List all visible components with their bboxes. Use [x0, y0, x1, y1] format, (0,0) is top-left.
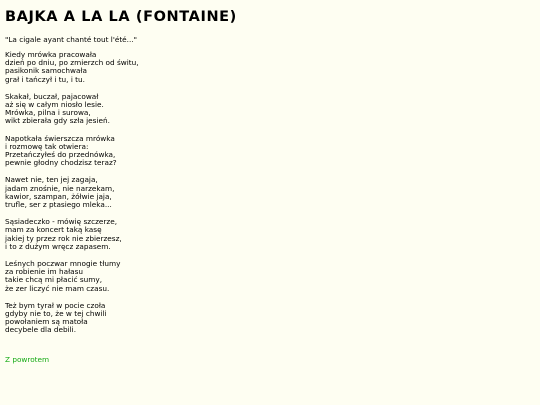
poem-stanza [5, 176, 540, 209]
poem-stanza [5, 135, 540, 168]
poem-line: pewnie głodny chodzisz teraz? [5, 158, 117, 168]
poem-line: Mrówka, pilna i surowa, [5, 108, 91, 118]
epigraph: "La cigale ayant chanté tout l'été..." [5, 35, 137, 44]
poem-line: mam za koncert taką kasę [5, 225, 102, 235]
page-title: BAJKA A LA LA (FONTAINE) [5, 9, 237, 25]
poem-stanza [5, 51, 540, 84]
poem-line: Przetańczyłeś do przednówka, [5, 150, 116, 160]
poem-line: wikt zbierała gdy szła jesień. [5, 116, 110, 126]
poem-line: Napotkała świerszcza mrówka [5, 133, 115, 143]
poem-line: Też bym tyrał w pocie czoła [5, 300, 106, 310]
poem-line: Nawet nie, ten jej zagaja, [5, 175, 98, 185]
poem [5, 51, 540, 335]
poem-line: i rozmowę tak otwiera: [5, 141, 89, 151]
back-link[interactable]: Z powrotem [5, 354, 50, 364]
poem-line: pasikonik samochwała [5, 66, 88, 76]
poem-line: decybele dla debili. [5, 325, 77, 335]
poem-line: jakiej ty przez rok nie zbierzesz, [5, 233, 122, 243]
poem-line: Sąsiadeczko - mówię szczerze, [5, 217, 118, 227]
poem-line: aż się w całym niosło lesie. [5, 100, 104, 110]
poem-line: Kiedy mrówka pracowała [5, 50, 97, 59]
poem-stanza [5, 302, 540, 335]
poem-line: za robienie im hałasu [5, 267, 84, 277]
poem-stanza [5, 260, 540, 293]
poem-line: i to z dużym wręcz zapasem. [5, 241, 111, 251]
poem-line: Leśnych poczwar mnogie tłumy [5, 259, 121, 269]
poem-line: powołaniem są matoła [5, 317, 88, 327]
poem-line: dzień po dniu, po zmierzch od świtu, [5, 58, 139, 68]
poem-line: Skakał, buczał, pajacował [5, 91, 99, 101]
poem-stanza [5, 93, 540, 126]
poem-stanza [5, 218, 540, 251]
poem-line: takie chcą mi płacić sumy, [5, 275, 103, 285]
poem-line: trufle, ser z ptasiego mleka... [5, 200, 112, 210]
poem-line: że zer liczyć nie mam czasu. [5, 283, 110, 293]
poem-line: jadam znośnie, nie narzekam, [5, 183, 115, 193]
poem-line: grał i tańczył i tu, i tu. [5, 74, 85, 84]
poem-line: kawior, szampan, żółwie jaja, [5, 191, 112, 201]
poem-line: gdyby nie to, że w tej chwili [5, 309, 107, 319]
